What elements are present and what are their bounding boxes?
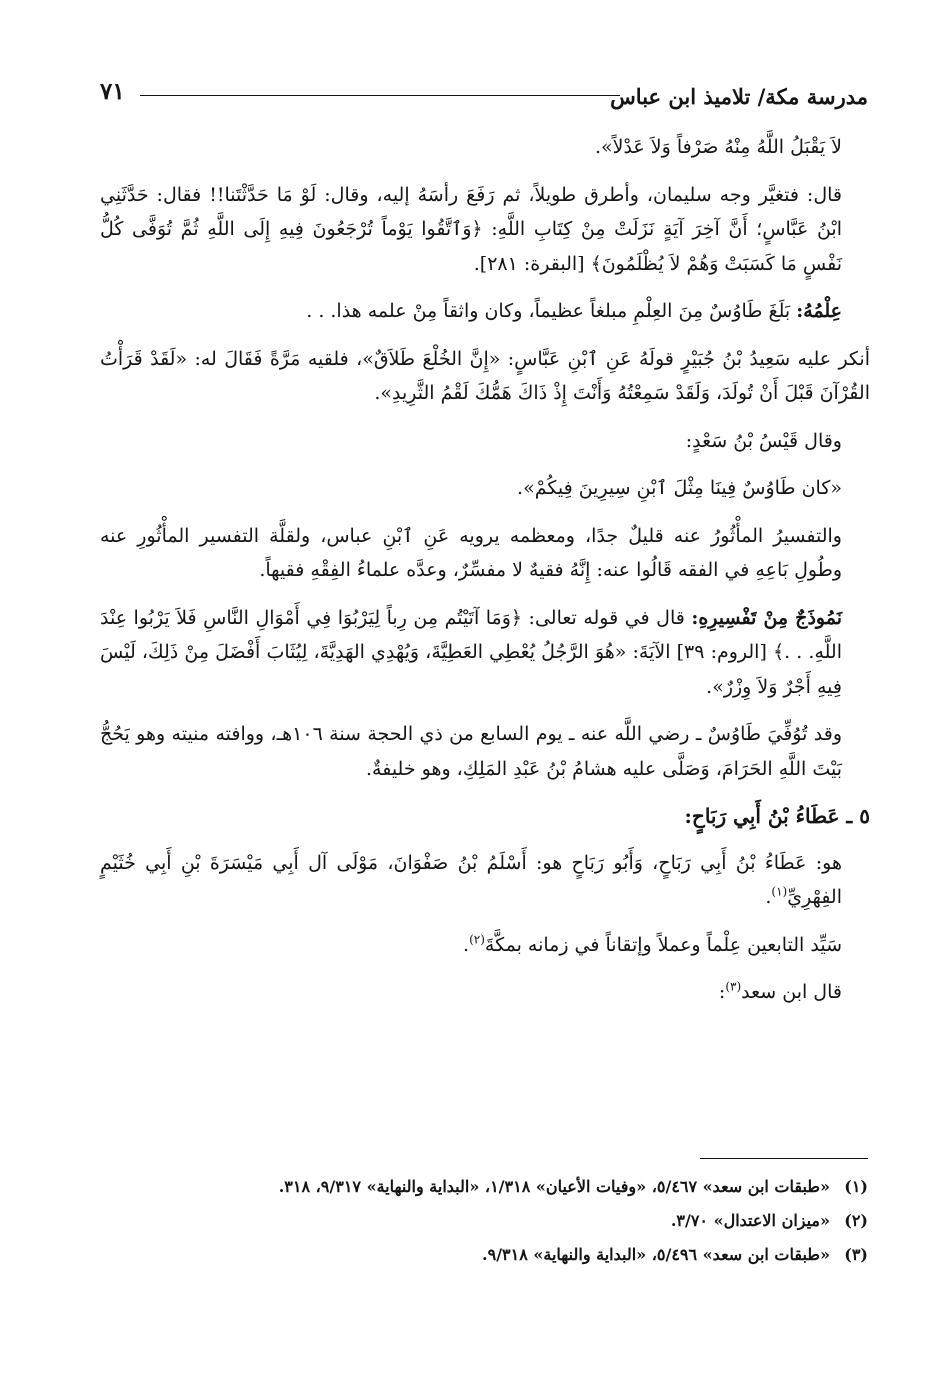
paragraph: أنكر عليه سَعِيدُ بْنُ جُبَيْرٍ قولَهُ عَنِ ٱبْنِ عَبَّاسٍ: «إِنَّ الخُلْعَ طَلاَقٌ»، فلقيه مَرَّةً فَقَالَ له: «لَقَدْ قَرَأْتُ القُرْآنَ قَبْلَ أَنْ تُولَدَ، وَلَقَدْ سَمِعْتُهُ وَأَنْتَ إِذْ ذَاكَ هَمُّكَ لَقْمُ الثَّرِيدِ».	[100, 347, 870, 404]
paragraph: لاَ يَقْبَلُ اللَّهُ مِنْهُ صَرْفاً وَلاَ عَدْلاً».	[594, 136, 842, 158]
section-intro-text: هو: عَطَاءُ بْنُ أَبِي رَبَاحٍ، وَأَبُو رَبَاحٍ هو: أَسْلَمُ بْنُ صَفْوَانَ، مَوْلَى آل أَبِي مَيْسَرَةَ بْنِ أَبِي خُثَيْمٍ الفِهْرِيِّ	[100, 851, 842, 908]
paragraph: والتفسيرُ المأْثُورُ عنه قليلٌ جدًا، ومعظمه يرويه عَنِ ٱبْنِ عباس، ولقلَّة التفسير المأْثُورِ عنه وطُولِ بَاعِهِ في الفقه قَالُوا عنه: إِنَّهُ فقيهٌ لا مفسِّرٌ، وعدَّه علماءُ الفِقْهِ فقيهاً.	[100, 524, 842, 581]
main-text	[100, 130, 870, 1023]
footnote-text: «ميزان الاعتدال» ٣/٧٠.	[670, 1211, 830, 1230]
section-line-text: سَيِّد التابعين عِلْماً وعملاً وإتقاناً في زمانه بمكَّةَ	[484, 933, 842, 956]
paragraph: «كان طَاوُسٌ فِينَا مِثْلَ ٱبْنِ سِيرِينَ فِيكُمْ».	[517, 477, 842, 499]
section-heading: ٥ ـ عَطَاءُ بْنُ أَبِي رَبَاحٍ:	[684, 804, 870, 828]
footnote-ref: (٣)	[725, 979, 742, 994]
footnote	[168, 1170, 868, 1204]
paragraph-text: بَلَغَ طَاوُسٌ مِنَ العِلْمِ مبلغاً عظيماً، وكان واثقاً مِنْ علمه هذا. . .	[306, 300, 797, 322]
footnote-ref: (١)	[771, 884, 788, 899]
footnote-number: (٣)	[844, 1245, 868, 1264]
footnote	[168, 1204, 868, 1238]
paragraph: قال: فتغيَّر وجه سليمان، وأطرق طويلاً، ثم رَفَعَ رأسَهُ إليه، وقال: لَوْ مَا حَدَّثْتَنا!! فقال: حَدَّثَنِي ابْنُ عَبَّاسٍ؛ أَنَّ آخِرَ آيَةٍ نَزَلَتْ مِنْ كِتَابِ اللَّهِ: ﴿وَٱتَّقُوا يَوْماً تُرْجَعُونَ فِيهِ إِلَى اللَّهِ ثُمَّ تُوَفَّى كُلُّ نَفْسٍ مَا كَسَبَتْ وَهُمْ لاَ يُظْلَمُونَ﴾ [البقرة: ٢٨١].	[100, 183, 842, 275]
footnotes	[168, 1170, 868, 1272]
running-header	[100, 78, 868, 114]
paragraph	[100, 294, 870, 329]
running-header-title: مدرسة مكة/ تلاميذ ابن عباس	[610, 84, 868, 109]
section-line-text: قال ابن سعد	[741, 981, 842, 1003]
footnote-text: «طبقات ابن سعد» ٥/٤٩٦، «البداية والنهاية» ٩/٣١٨.	[482, 1245, 830, 1264]
footnote-number: (١)	[844, 1177, 868, 1196]
paragraph-lead: عِلْمُهُ:	[796, 300, 842, 322]
punctuation: .	[463, 933, 470, 956]
punctuation: :	[718, 981, 726, 1003]
footnote-separator	[700, 1158, 868, 1159]
page-number: ٧١	[100, 78, 125, 105]
paragraph	[100, 601, 870, 705]
footnote-number: (٢)	[844, 1211, 868, 1230]
section-line	[100, 928, 870, 963]
section-intro	[100, 846, 870, 915]
punctuation: .	[765, 886, 772, 908]
paragraph: وقال قَيْسُ بْنُ سَعْدٍ:	[685, 429, 842, 452]
paragraph-lead: نَمُوذَجٌ مِنْ تَفْسِيرِهِ:	[691, 606, 842, 629]
footnote-ref: (٢)	[469, 932, 485, 947]
section-line	[100, 975, 870, 1010]
paragraph: وقد تُوُفِّيَ طَاوُسٌ ـ رضي اللَّه عنه ـ يوم السابع من ذي الحجة سنة ١٠٦هـ، ووافته منيته وهو يَحُجُّ بَيْتَ اللَّهِ الحَرَامَ، وَصَلَّى عليه هشامُ بْنُ عَبْدِ المَلِكِ، وهو خليفةٌ.	[100, 723, 842, 780]
paragraph-text: قال في قوله تعالى: ﴿وَمَا آتَيْتُم مِن رِباً لِيَرْبُوَا فِي أَمْوَالِ النَّاسِ فَلاَ يَرْبُوا عِنْدَ اللَّهِ. . .﴾ [الروم: ٣٩] الآيَةَ: «هُوَ الرَّجُلُ يُعْطِي العَطِيَّةَ، وَيُهْدِي الهَدِيَّةَ، لِيُثَابَ أَفْضَلَ مِنْ ذَلِكَ، لَيْسَ فِيهِ أَجْرٌ وَلاَ وِزْرٌ».	[100, 606, 842, 698]
footnote	[168, 1238, 868, 1272]
footnote-text: «طبقات ابن سعد» ٥/٤٦٧، «وفيات الأعيان» ١/٣١٨، «البداية والنهاية» ٩/٣١٧، ٣١٨.	[278, 1177, 830, 1196]
header-rule	[140, 95, 620, 96]
